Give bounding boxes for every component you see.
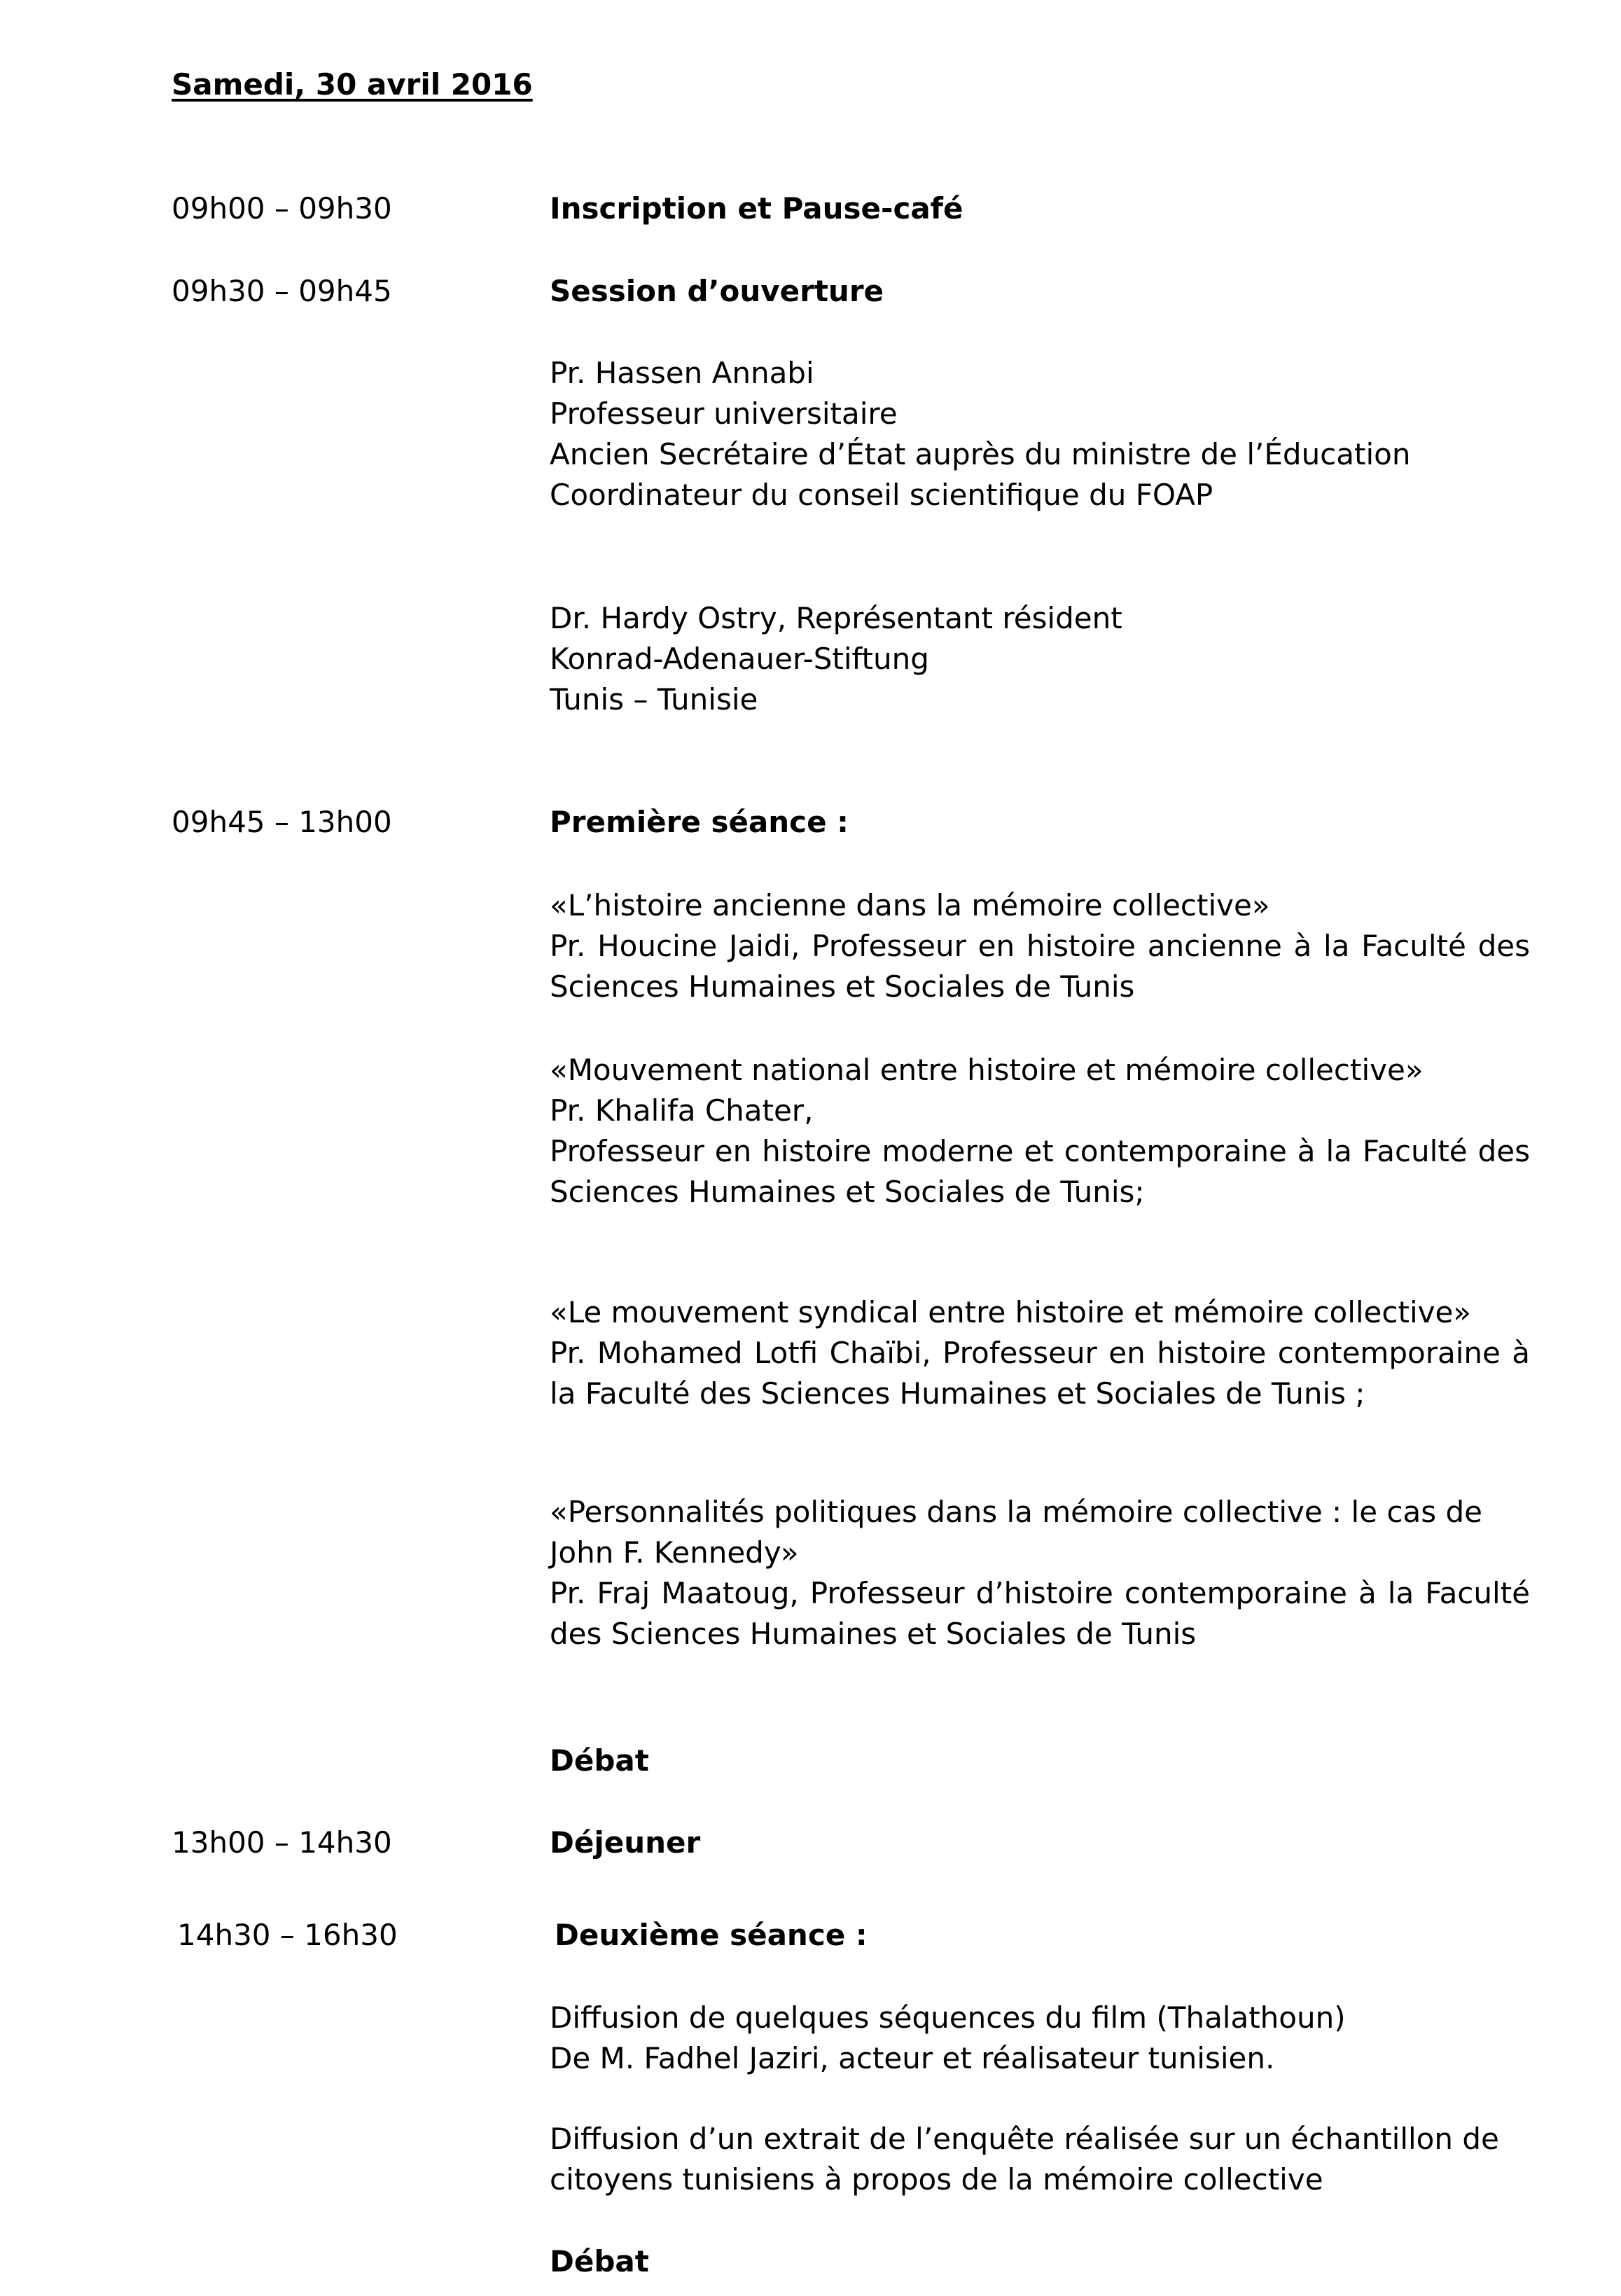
talk-paragraph [550,1492,1530,1654]
activity-paragraph [550,1998,1530,2079]
paragraph-line: Coordinateur du conseil scientifique du FOAP [550,478,1213,512]
paragraph-line: Diffusion de quelques séquences du film (Thalathoun) [550,2000,1346,2035]
paragraph-line: Pr. Khalifa Chater, [550,1093,814,1128]
talk-paragraph [550,885,1530,1007]
paragraph-line: Diffusion d’un extrait de l’enquête réalisée sur un échantillon de [550,2122,1499,2156]
talk-title-line: «Mouvement national entre histoire et mémoire collective» [550,1053,1424,1087]
session-heading: Deuxième séance : [555,1918,868,1952]
time-range: 09h45 – 13h00 [172,805,392,839]
paragraph-line: Pr. Mohamed Lotfi Chaïbi, Professeur en histoire contemporaine à [550,1336,1530,1370]
session-heading: Inscription et Pause-café [550,191,963,226]
paragraph-line: Pr. Hassen Annabi [550,356,814,390]
talk-paragraph [550,1050,1530,1212]
talk-title-line: «Le mouvement syndical entre histoire et mémoire collective» [550,1295,1472,1329]
paragraph-line: des Sciences Humaines et Sociales de Tunis [550,1617,1197,1651]
time-range: 13h00 – 14h30 [172,1825,392,1860]
paragraph-line: Dr. Hardy Ostry, Représentant résident [550,601,1122,635]
paragraph-line: citoyens tunisiens à propos de la mémoire collective [550,2162,1323,2197]
document-date-title: Samedi, 30 avril 2016 [172,67,533,102]
debat-heading: Débat [550,1743,649,1778]
paragraph-line: Professeur universitaire [550,396,898,431]
paragraph-line: Sciences Humaines et Sociales de Tunis; [550,1175,1145,1209]
paragraph-line: Tunis – Tunisie [550,682,758,717]
speaker-paragraph [550,598,1530,720]
session-heading: Première séance : [550,805,849,839]
paragraph-line: Pr. Fraj Maatoug, Professeur d’histoire contemporaine à la Faculté [550,1576,1530,1610]
debat-heading: Débat [550,2244,649,2278]
session-heading: Déjeuner [550,1825,701,1860]
talk-title-line: John F. Kennedy» [550,1535,799,1570]
paragraph-line: la Faculté des Sciences Humaines et Sociales de Tunis ; [550,1376,1365,1411]
paragraph-line: Pr. Houcine Jaidi, Professeur en histoire ancienne à la Faculté des [550,929,1530,963]
time-range: 14h30 – 16h30 [177,1918,398,1952]
session-heading: Session d’ouverture [550,274,884,308]
paragraph-line: Sciences Humaines et Sociales de Tunis [550,969,1135,1004]
time-range: 09h30 – 09h45 [172,274,392,308]
paragraph-line: Professeur en histoire moderne et contemporaine à la Faculté des [550,1134,1530,1168]
activity-paragraph [550,2119,1530,2200]
talk-paragraph [550,1292,1530,1414]
time-range: 09h00 – 09h30 [172,191,392,226]
paragraph-line: De M. Fadhel Jaziri, acteur et réalisateur tunisien. [550,2041,1275,2075]
paragraph-line: Ancien Secrétaire d’État auprès du ministre de l’Éducation [550,437,1411,471]
speaker-paragraph [550,353,1530,516]
talk-title-line: «Personnalités politiques dans la mémoire collective : le cas de [550,1495,1482,1529]
talk-title-line: «L’histoire ancienne dans la mémoire collective» [550,888,1270,922]
paragraph-line: Konrad-Adenauer-Stiftung [550,642,929,676]
